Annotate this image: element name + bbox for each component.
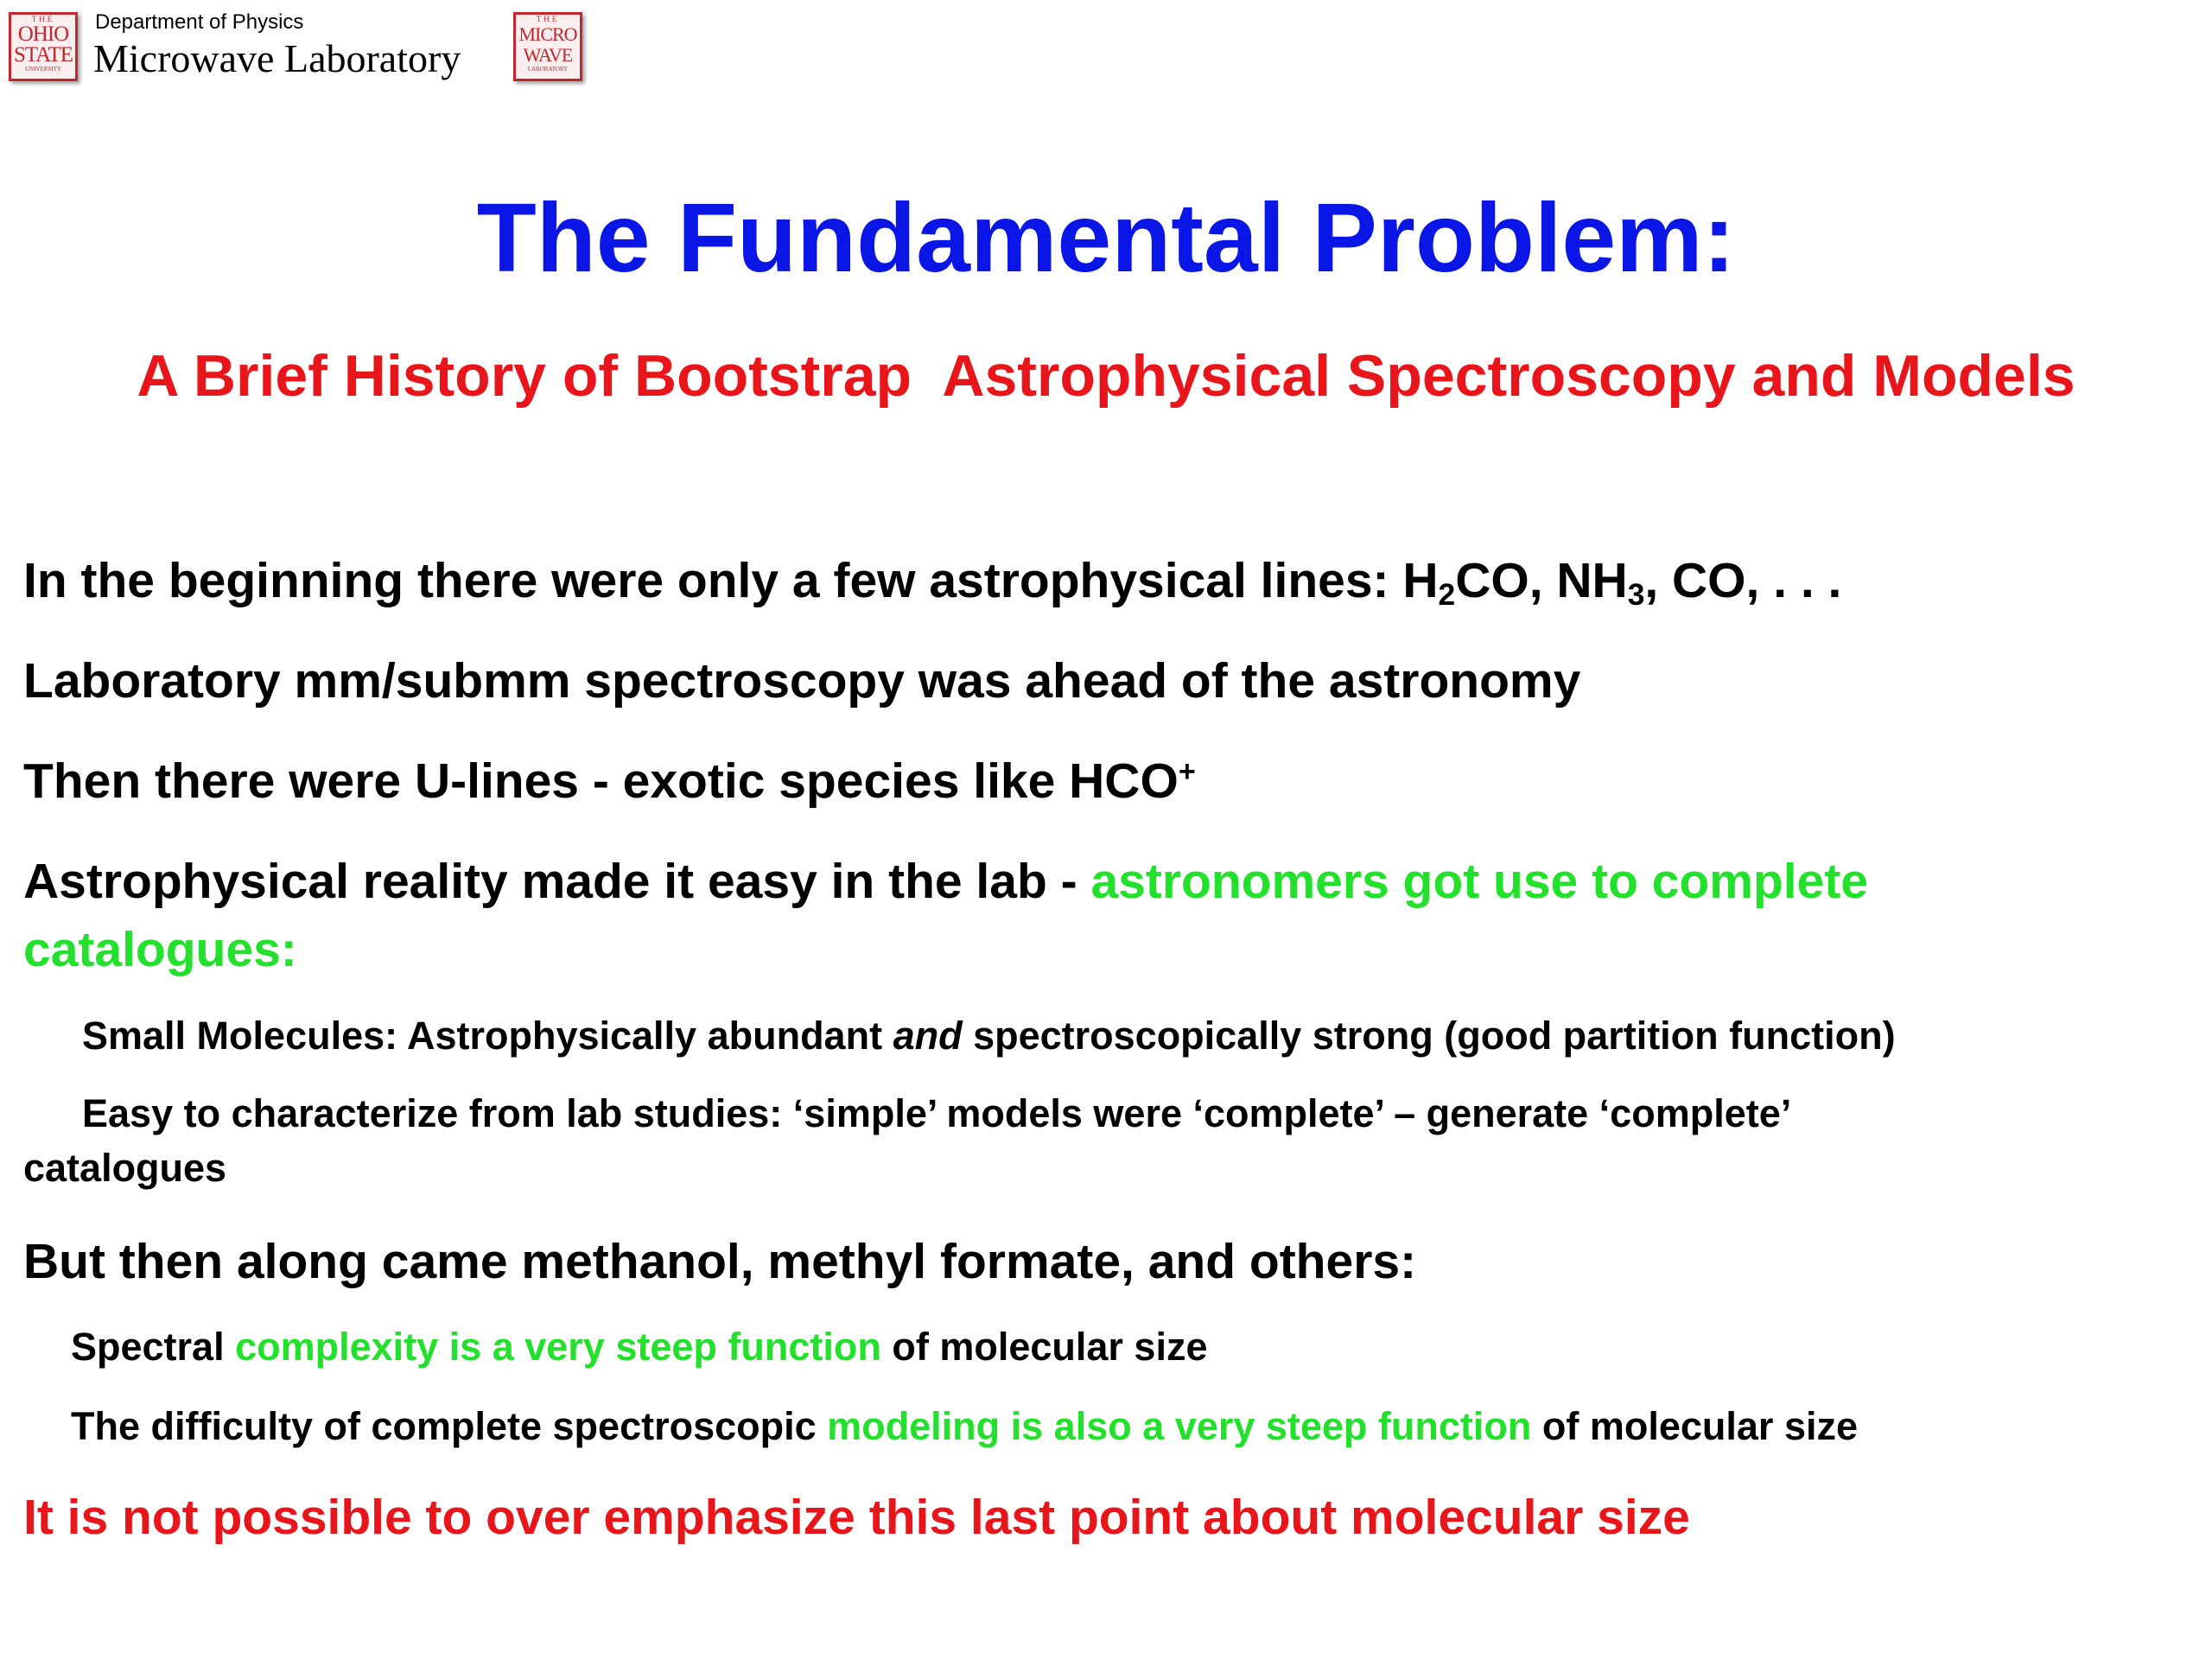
b1-sub-3: 3 bbox=[1627, 577, 1645, 612]
slide-subtitle: A Brief History of Bootstrap Astrophysical Spectroscopy and Models bbox=[137, 343, 2075, 409]
osu-logo-top: THE bbox=[31, 15, 55, 23]
b5-post: spectroscopically strong (good partition function) bbox=[962, 1014, 1896, 1058]
b5-pre: Small Molecules: Astrophysically abundant bbox=[82, 1014, 893, 1058]
mw-logo-bottom: LABORATORY bbox=[527, 66, 569, 73]
bullet-spectral-complexity bbox=[71, 1320, 1207, 1374]
b3-sup: + bbox=[1178, 755, 1196, 789]
lab-name: Microwave Laboratory bbox=[93, 36, 461, 80]
b4-black: Astrophysical reality made it easy in the lab - bbox=[23, 854, 1091, 909]
department-label: Department of Physics bbox=[95, 10, 304, 34]
b8-green: complexity is a very steep function bbox=[235, 1325, 881, 1369]
b1-text3: , CO, . . . bbox=[1644, 553, 1842, 608]
b8-post: of molecular size bbox=[880, 1325, 1208, 1369]
b5-italic: and bbox=[893, 1014, 963, 1058]
ohio-state-logo bbox=[9, 12, 78, 81]
mw-logo-top: THE bbox=[536, 15, 560, 23]
b1-text: In the beginning there were only a few astrophysical lines: H bbox=[23, 553, 1439, 608]
osu-logo-bottom: UNIVERSITY bbox=[25, 66, 61, 73]
bullet-astrophysical-lines bbox=[23, 550, 1841, 612]
bullet-emphasis: It is not possible to over emphasize this last point about molecular size bbox=[23, 1490, 1690, 1545]
bullet-easy-to-characterize: Easy to characterize from lab studies: ‘simple’ models were ‘complete’ – generate ‘complete’ bbox=[82, 1091, 1792, 1135]
header bbox=[9, 10, 613, 88]
slide-title: The Fundamental Problem: bbox=[476, 183, 1736, 292]
b1-text2: CO, NH bbox=[1455, 553, 1628, 608]
bullet-modeling-difficulty bbox=[71, 1400, 1858, 1453]
b8-pre: Spectral bbox=[71, 1325, 236, 1369]
mw-logo-line1: MICRO bbox=[518, 23, 577, 45]
mw-logo-line2: WAVE bbox=[523, 44, 573, 66]
b9-post: of molecular size bbox=[1531, 1404, 1858, 1448]
b1-sub-2: 2 bbox=[1438, 577, 1456, 612]
bullet-methanol: But then along came methanol, methyl formate, and others: bbox=[23, 1234, 1417, 1289]
microwave-lab-logo bbox=[513, 12, 582, 81]
bullet-lab-ahead: Laboratory mm/submm spectroscopy was ahead of the astronomy bbox=[23, 653, 1581, 709]
b4-green1: astronomers got use to complete bbox=[1090, 854, 1868, 909]
b9-green: modeling is also a very steep function bbox=[827, 1404, 1532, 1448]
bullet-small-molecules bbox=[82, 1009, 1896, 1063]
osu-logo-line2: STATE bbox=[14, 43, 73, 67]
osu-logo-line1: OHIO bbox=[17, 22, 69, 46]
bullet-astrophysical-reality bbox=[23, 850, 1868, 912]
bullet-catalogues-cont: catalogues bbox=[23, 1146, 227, 1190]
bullet-catalogues: catalogues: bbox=[23, 922, 297, 977]
bullet-u-lines bbox=[23, 750, 1196, 812]
b9-pre: The difficulty of complete spectroscopic bbox=[71, 1404, 828, 1448]
b3-text: Then there were U-lines - exotic species like HCO bbox=[23, 753, 1179, 809]
